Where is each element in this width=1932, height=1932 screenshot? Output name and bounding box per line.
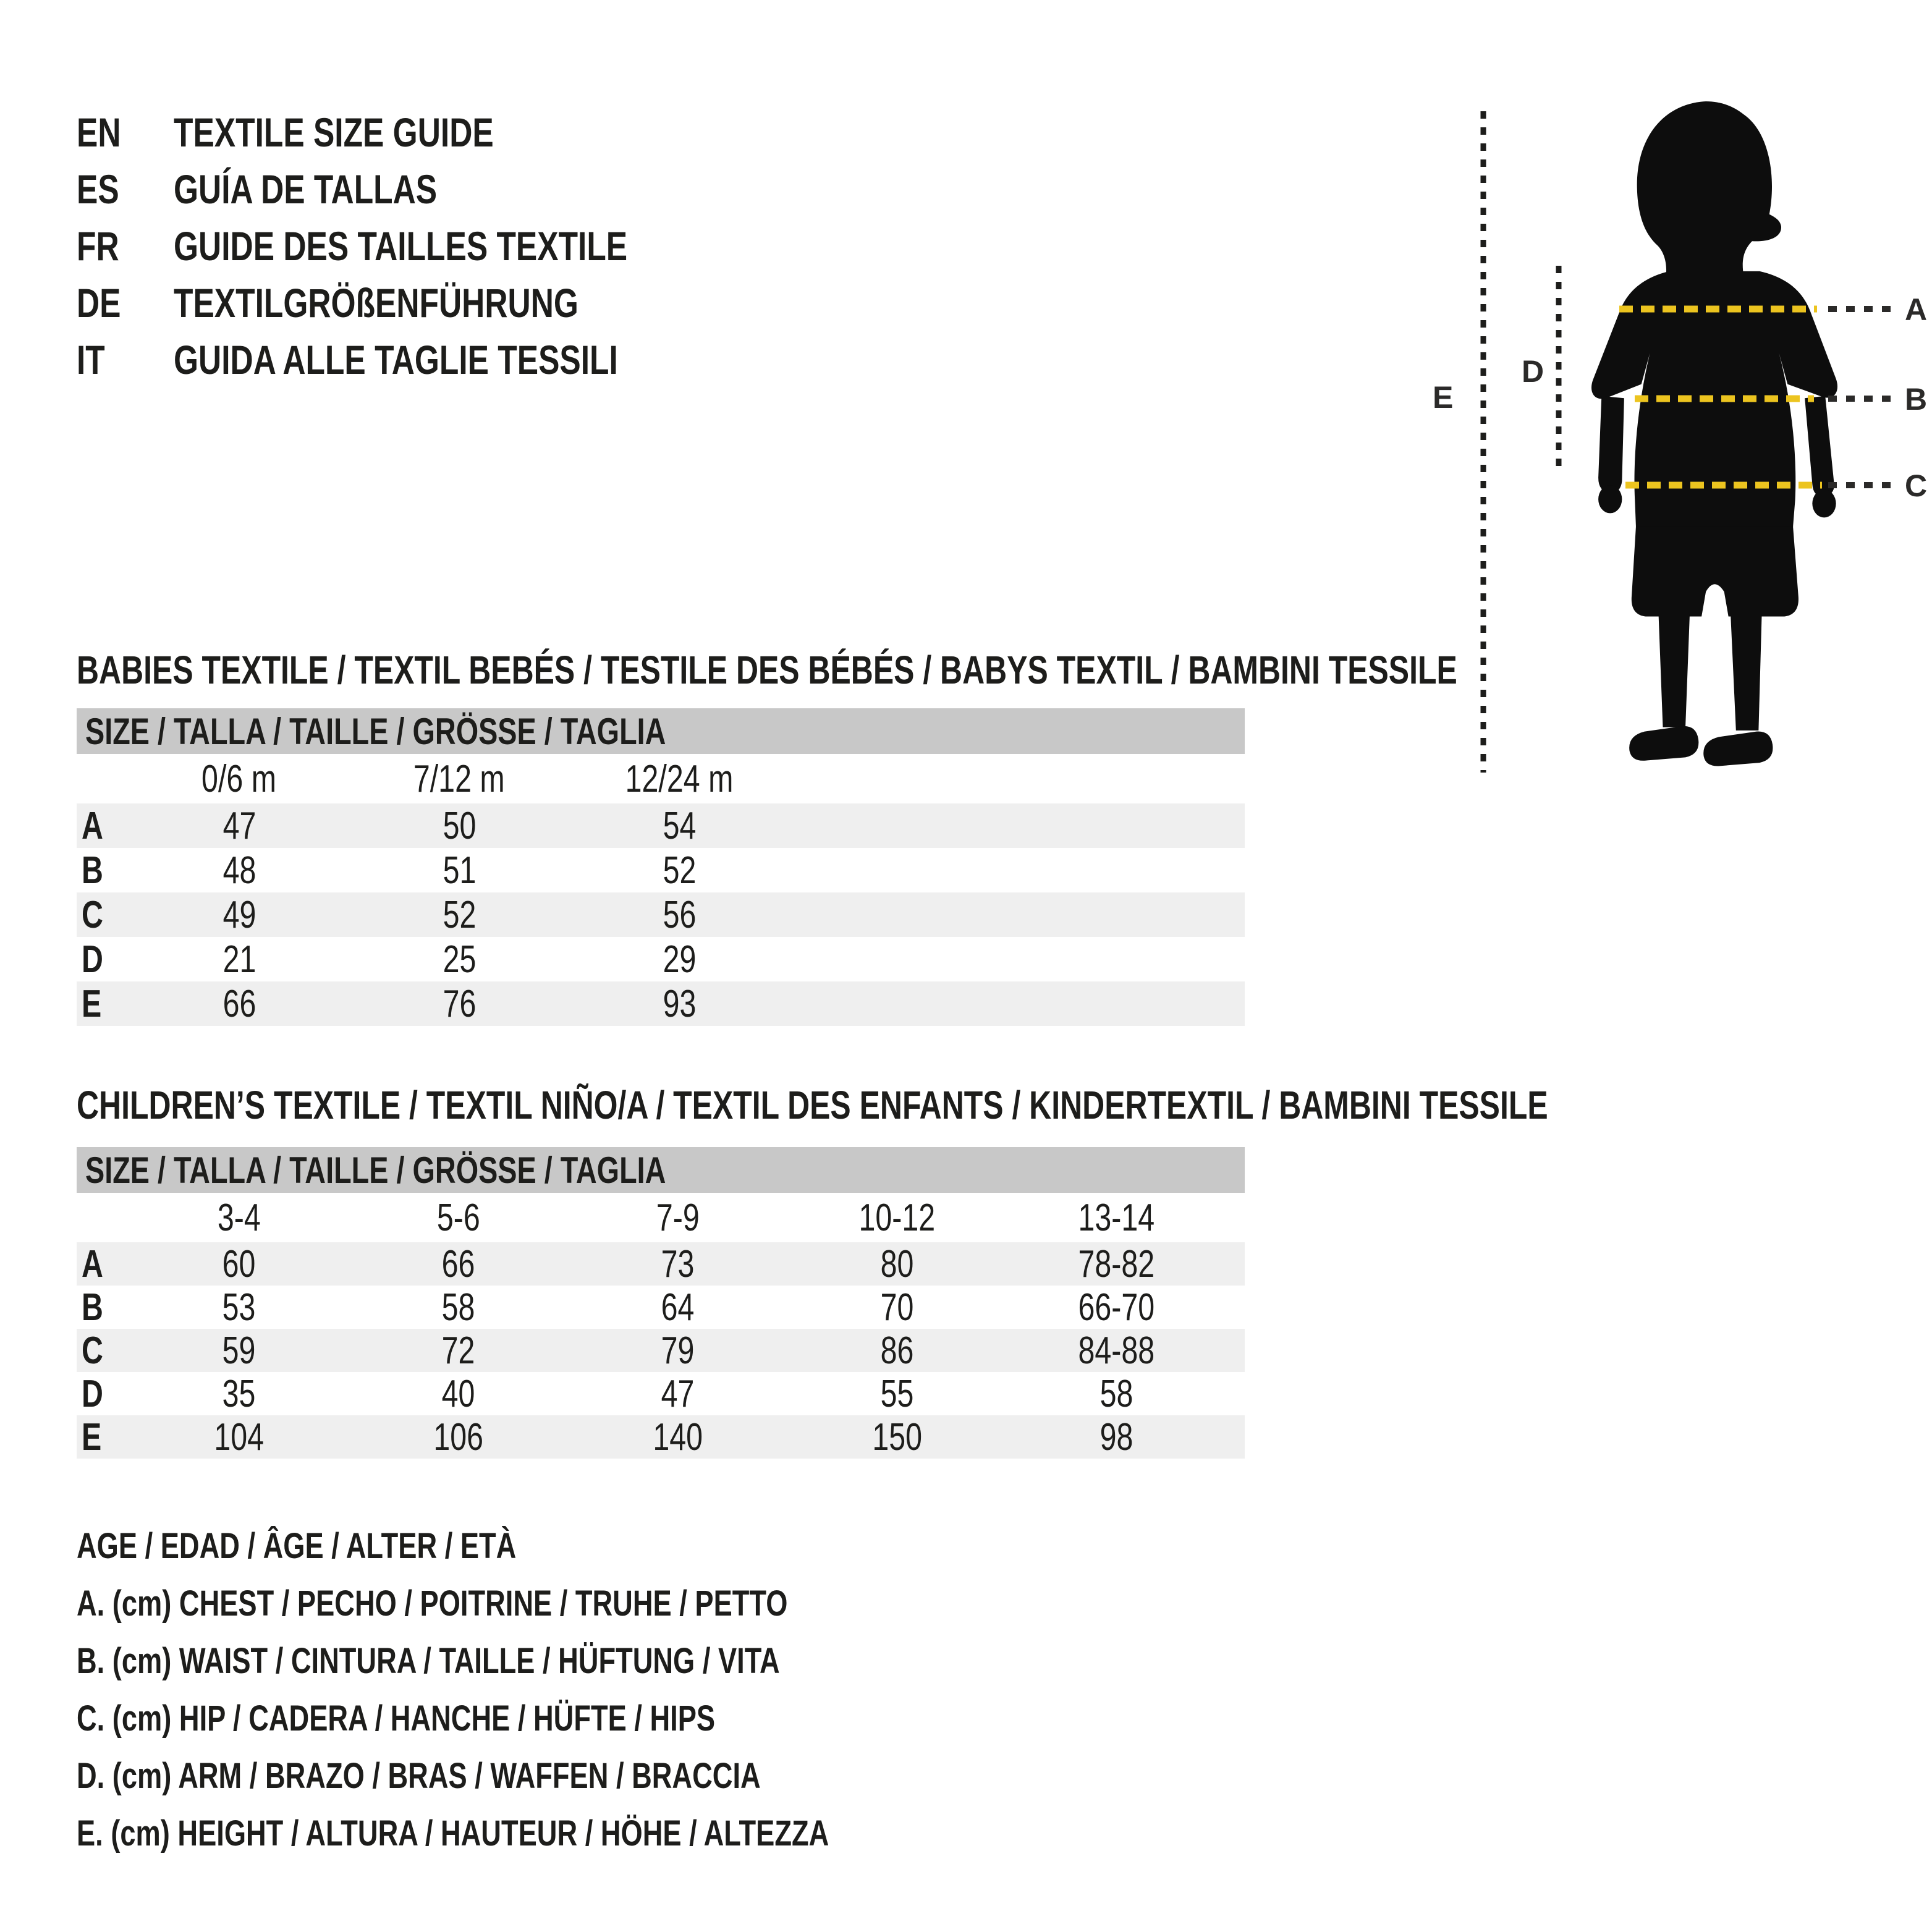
babies-row-e: E 66 76 93 xyxy=(77,981,1245,1026)
language-row-de xyxy=(77,274,755,331)
guide-title-fr: GUIDE DES TAILLES TEXTILE xyxy=(174,223,628,269)
children-section-title: CHILDREN’S TEXTILE / TEXTIL NIÑO/A / TEXTIL DES ENFANTS / KINDERTEXTIL / BAMBINI TESSILE xyxy=(77,1083,1548,1127)
language-code: DE xyxy=(77,280,121,326)
legend-height-line: E. (cm) HEIGHT / ALTURA / HAUTEUR / HÖHE / ALTEZZA xyxy=(77,1813,829,1854)
guide-title-de: TEXTILGRÖßENFÜHRUNG xyxy=(174,280,578,326)
guide-title-en: TEXTILE SIZE GUIDE xyxy=(174,109,494,155)
babies-col-0-6m: 0/6 m xyxy=(201,757,277,800)
children-col-10-12: 10-12 xyxy=(858,1196,936,1239)
guide-title-es: GUÍA DE TALLAS xyxy=(174,166,438,212)
babies-section-title: BABIES TEXTILE / TEXTIL BEBÉS / TESTILE DES BÉBÉS / BABYS TEXTIL / BAMBINI TESSILE xyxy=(77,648,1457,692)
children-row-d: D 35 40 47 55 58 xyxy=(82,1373,1133,1415)
language-row-fr xyxy=(77,218,755,274)
children-col-5-6: 5-6 xyxy=(436,1196,480,1239)
language-row-es xyxy=(77,161,755,218)
language-code: EN xyxy=(77,109,121,155)
children-row-b: B 53 58 64 70 66-70 xyxy=(82,1286,1155,1329)
guide-title-it: GUIDA ALLE TAGLIE TESSILI xyxy=(174,337,618,383)
legend-hip-line: C. (cm) HIP / CADERA / HANCHE / HÜFTE / HIPS xyxy=(77,1698,716,1739)
legend-arm-line: D. (cm) ARM / BRAZO / BRAS / WAFFEN / BRACCIA xyxy=(77,1756,761,1796)
children-row-e: E 104 106 140 150 98 xyxy=(77,1415,1245,1459)
figure-label-d: D xyxy=(1522,354,1544,389)
children-size-table xyxy=(77,1147,1245,1459)
babies-size-table xyxy=(77,708,1245,1026)
figure-label-e: E xyxy=(1433,380,1454,415)
children-col-13-14: 13-14 xyxy=(1078,1196,1155,1239)
language-row-it xyxy=(77,331,755,388)
babies-row-c: C 49 52 56 xyxy=(77,892,1245,937)
babies-row-a: A 47 50 54 xyxy=(77,803,1245,848)
legend-age-line: AGE / EDAD / ÂGE / ALTER / ETÀ xyxy=(77,1526,517,1566)
language-code: ES xyxy=(77,166,119,212)
measurement-legend xyxy=(77,1517,1041,1862)
babies-column-header-row xyxy=(77,754,1245,803)
language-code: IT xyxy=(77,337,105,383)
children-table-header-bar: SIZE / TALLA / TAILLE / GRÖSSE / TAGLIA xyxy=(77,1147,1245,1193)
children-col-3-4: 3-4 xyxy=(217,1196,261,1239)
babies-row-d: D 21 25 29 xyxy=(82,938,696,981)
size-figure-diagram xyxy=(1421,62,1932,803)
language-title-list xyxy=(77,104,755,388)
language-row-en xyxy=(77,104,755,161)
babies-table-header-bar: SIZE / TALLA / TAILLE / GRÖSSE / TAGLIA xyxy=(77,708,1245,754)
children-column-header-row xyxy=(77,1193,1245,1242)
children-col-7-9: 7-9 xyxy=(656,1196,700,1239)
language-code: FR xyxy=(77,223,119,269)
babies-col-12-24m: 12/24 m xyxy=(625,757,734,800)
figure-label-a: A xyxy=(1905,292,1928,327)
children-row-a: A 60 66 73 80 78-82 xyxy=(77,1242,1245,1286)
legend-waist-line: B. (cm) WAIST / CINTURA / TAILLE / HÜFTUNG / VITA xyxy=(77,1641,780,1681)
babies-row-b: B 48 51 52 xyxy=(82,849,696,892)
figure-label-c: C xyxy=(1905,468,1928,503)
figure-label-b: B xyxy=(1905,382,1928,417)
babies-col-7-12m: 7/12 m xyxy=(413,757,505,800)
legend-chest-line: A. (cm) CHEST / PECHO / POITRINE / TRUHE / PETTO xyxy=(77,1583,788,1624)
children-row-c: C 59 72 79 86 84-88 xyxy=(77,1329,1245,1372)
